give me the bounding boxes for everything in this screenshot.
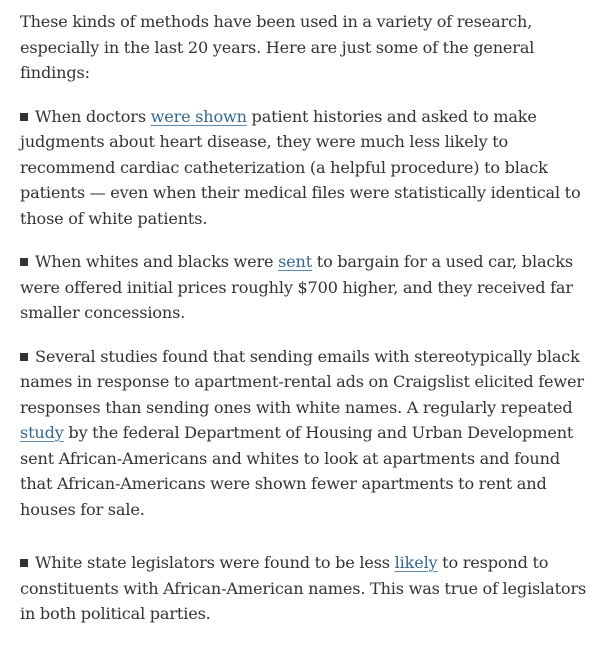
finding-text-after: by the federal Department of Housing and Urban Development sent African-Americans and whites to look at apartments and found that African-Americans were shown fewer apartments to rent and houses for sale. — [20, 423, 574, 519]
finding-text-after: to bargain for a used car, blacks were offered initial prices roughly $700 higher, and they received far smaller concessions. — [20, 252, 573, 322]
finding-legislators — [20, 550, 596, 627]
square-bullet-icon — [20, 559, 28, 567]
finding-text-before: White state legislators were found to be less — [35, 553, 395, 572]
intro-paragraph — [20, 9, 596, 86]
square-bullet-icon — [20, 258, 28, 266]
likely-link[interactable]: likely — [394, 553, 438, 572]
sent-link[interactable]: sent — [278, 252, 313, 271]
study-link[interactable]: study — [20, 423, 64, 442]
finding-text-before: When whites and blacks were — [35, 252, 279, 271]
finding-text-before: Several studies found that sending emails with stereotypically black names in response to apartment-rental ads on Craigslist elicited fewer responses than sending ones with white names. A regularly repeated — [20, 346, 584, 417]
finding-housing — [20, 344, 596, 523]
finding-doctors — [20, 104, 596, 232]
finding-text-before: When doctors — [35, 106, 151, 126]
finding-text-after: patient histories and asked to make judgments about heart disease, they were much less likely to recommend cardiac catheterization (a helpful procedure) to black patients — even when their medical files were statistically identical to those of white patients. — [20, 106, 581, 228]
square-bullet-icon — [20, 353, 28, 361]
finding-used-car — [20, 249, 596, 326]
finding-text-after: to respond to constituents with African-American names. This was true of legislators in both political parties. — [20, 553, 587, 623]
intro-text: These kinds of methods have been used in a variety of research, especially in the last 20 years. Here are just some of the general findings: — [20, 12, 535, 82]
square-bullet-icon — [20, 113, 28, 121]
article-body — [20, 9, 596, 645]
were-shown-link[interactable]: were shown — [150, 106, 247, 126]
